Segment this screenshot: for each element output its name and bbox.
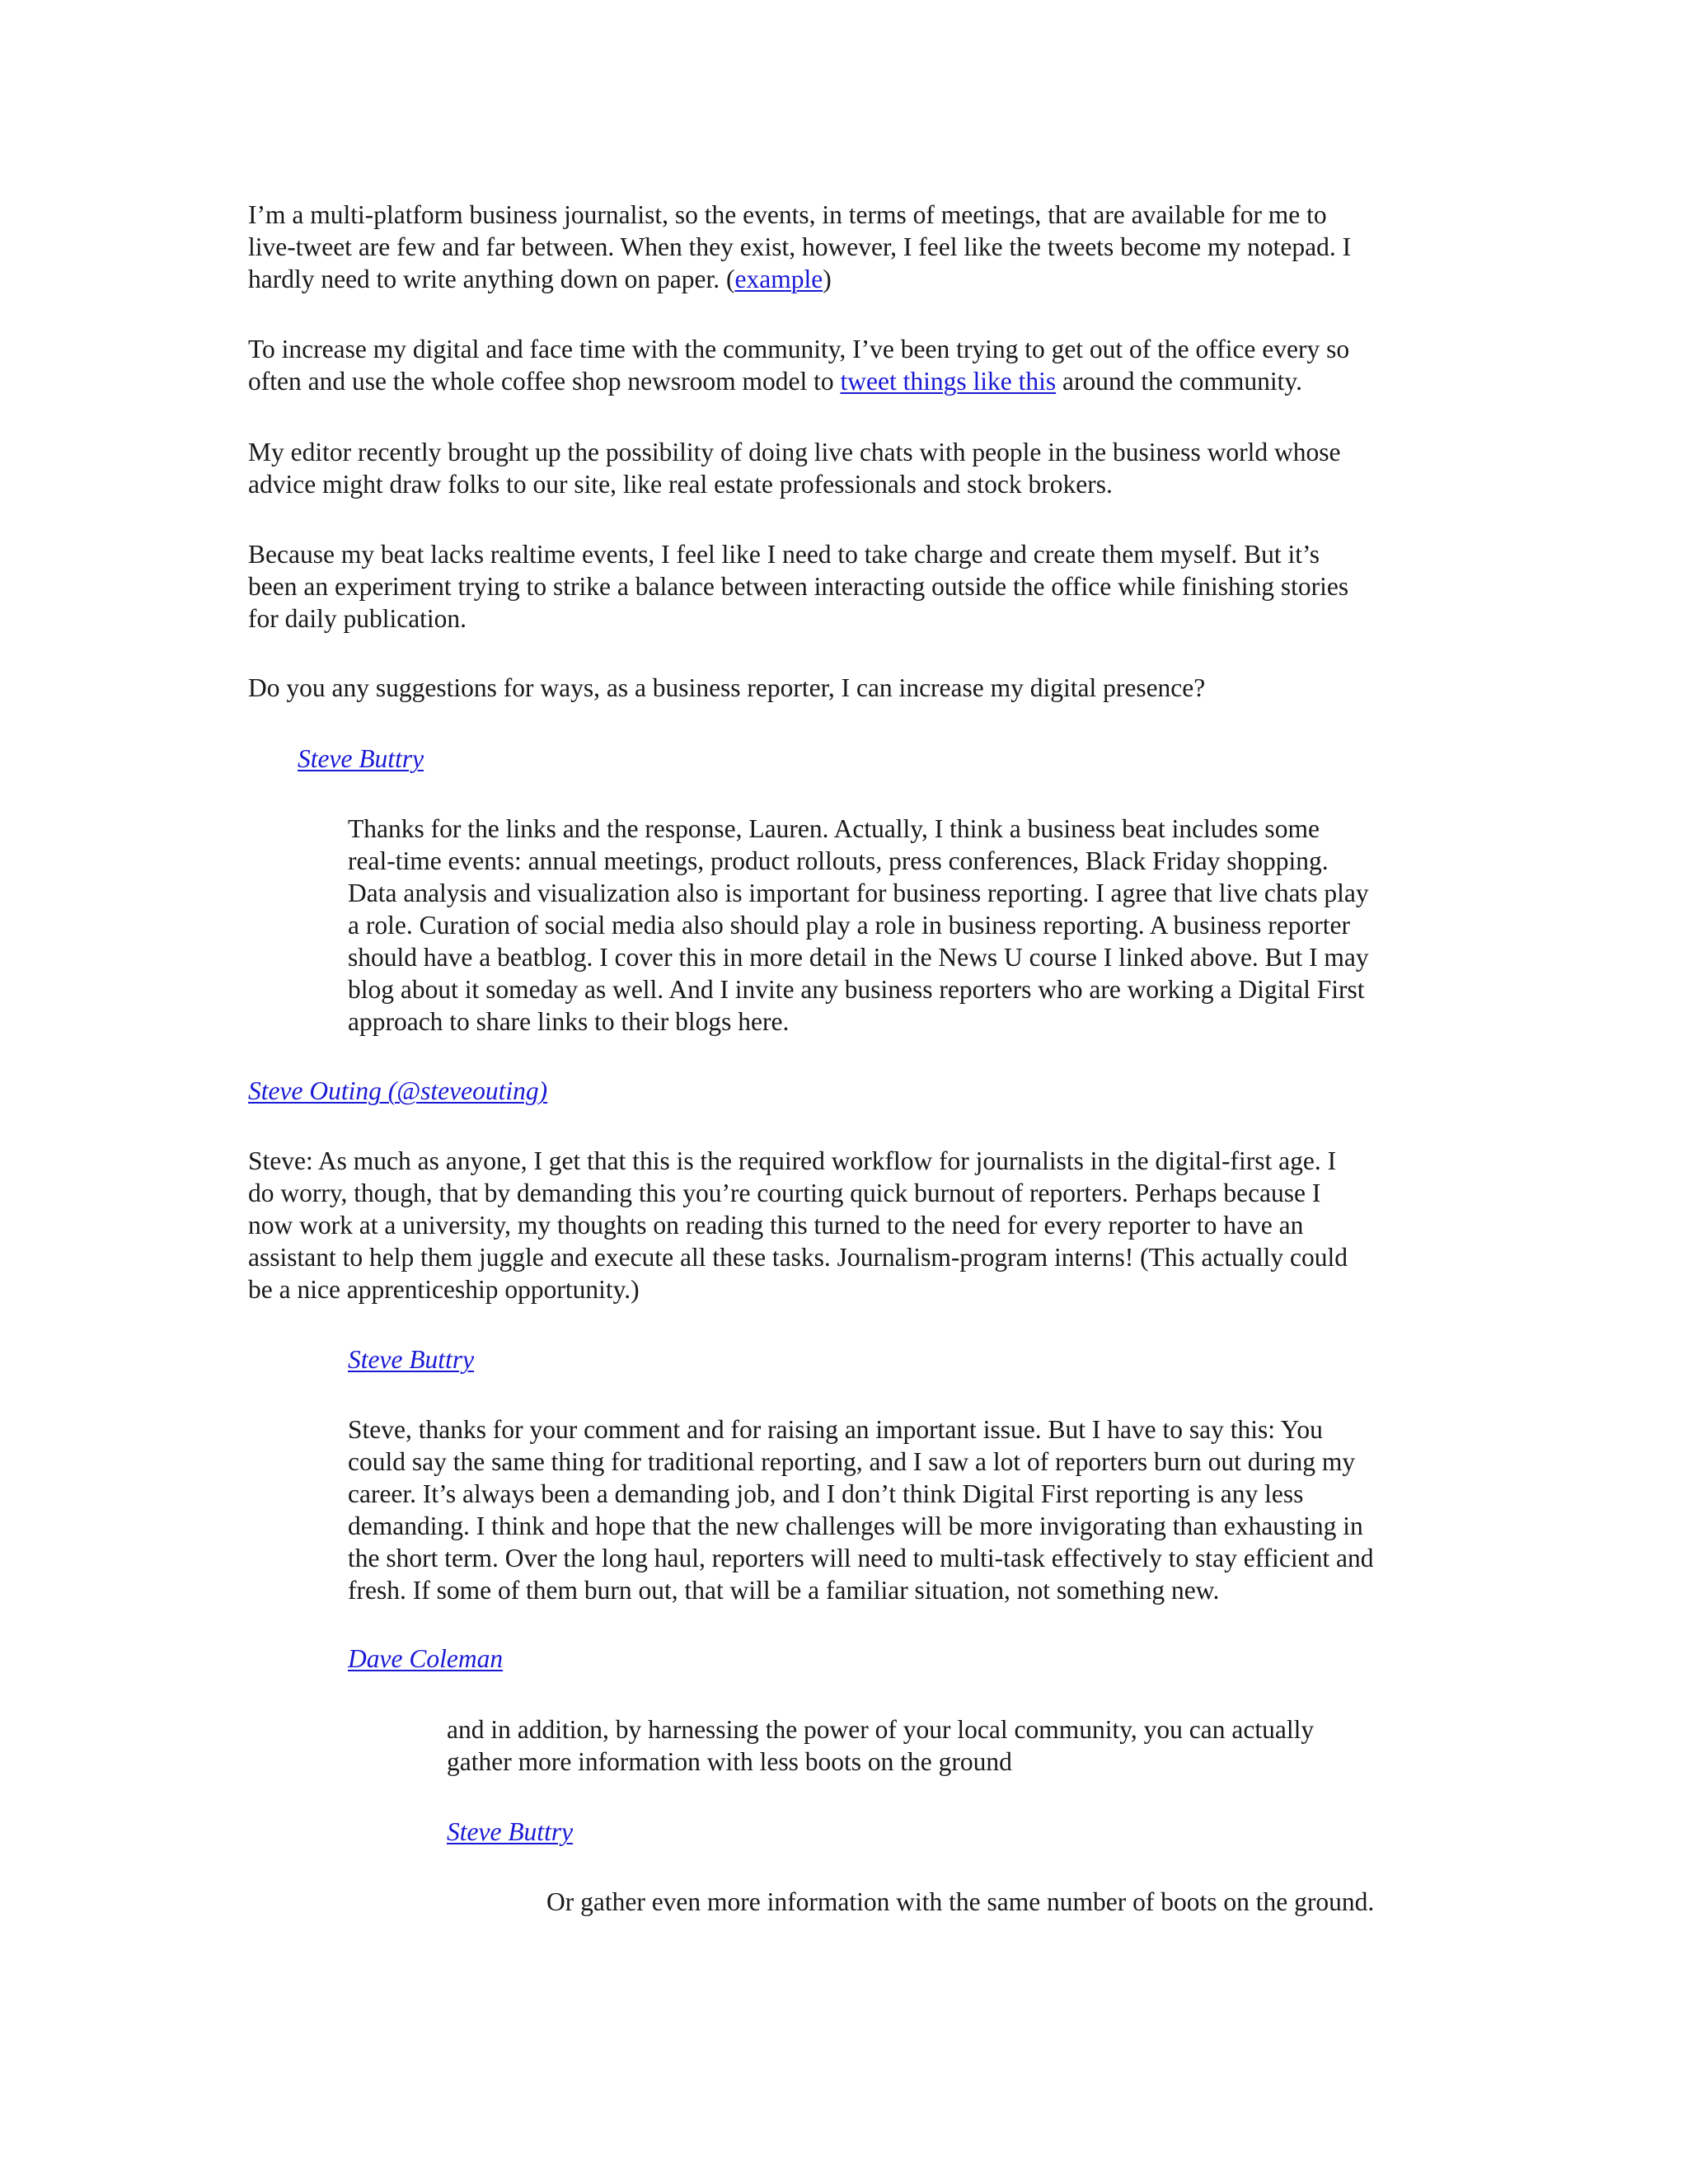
comment-line: blog about it someday as well. And I invite any business reporters who are working a Digital First: [348, 975, 1365, 1004]
comment-line: Or gather even more information with the same number of boots on the ground.: [546, 1887, 1375, 1916]
paragraph-line: [248, 365, 1349, 397]
comment-line: and in addition, by harnessing the power of your local community, you can actually: [447, 1715, 1315, 1744]
comment-line: be a nice apprenticeship opportunity.): [248, 1275, 640, 1304]
comment-author: [298, 743, 424, 775]
comment-line: Steve: As much as anyone, I get that this is the required workflow for journalists in the digital-first age. I: [248, 1146, 1337, 1175]
comment-line: should have a beatblog. I cover this in more detail in the News U course I linked above. But I may: [348, 943, 1369, 972]
comment-line: now work at a university, my thoughts on reading this turned to the need for every reporter to have an: [248, 1211, 1304, 1240]
text-segment: often and use the whole coffee shop newsroom model to: [248, 367, 841, 396]
text-segment: ): [823, 265, 832, 293]
paragraph-line: live-tweet are few and far between. When they exist, however, I feel like the tweets become my notepad. I: [248, 232, 1352, 261]
comment-author: [348, 1343, 474, 1376]
paragraph-5: [248, 672, 1205, 704]
comment-line: gather more information with less boots on the ground: [447, 1747, 1012, 1776]
comment-line: demanding. I think and hope that the new challenges will be more invigorating than exhausting in: [348, 1511, 1363, 1540]
comment-line: career. It’s always been a demanding job, and I don’t think Digital First reporting is any less: [348, 1479, 1304, 1508]
paragraph-4: [248, 538, 1348, 635]
comment-body: [348, 813, 1369, 1038]
comment-line: real-time events: annual meetings, product rollouts, press conferences, Black Friday shopping.: [348, 846, 1329, 875]
comment-line: assistant to help them juggle and execute all these tasks. Journalism-program interns! (This actually could: [248, 1243, 1348, 1272]
comment-body: [546, 1886, 1374, 1918]
author-link-steve-buttry[interactable]: Steve Buttry: [348, 1345, 475, 1374]
comment-line: do worry, though, that by demanding this you’re courting quick burnout of reporters. Perhaps because I: [248, 1179, 1321, 1207]
comment-body: [348, 1413, 1373, 1606]
comment-body: [248, 1145, 1348, 1305]
author-link-steve-buttry[interactable]: Steve Buttry: [298, 744, 424, 773]
comment-line: Thanks for the links and the response, Lauren. Actually, I think a business beat includes some: [348, 814, 1320, 843]
comment-body: [447, 1713, 1314, 1778]
paragraph-line: been an experiment trying to strike a balance between interacting outside the office while finishing stories: [248, 572, 1349, 601]
comment-line: Data analysis and visualization also is important for business reporting. I agree that live chats play: [348, 879, 1369, 907]
paragraph-line: To increase my digital and face time with the community, I’ve been trying to get out of the office every so: [248, 335, 1350, 363]
comment-line: the short term. Over the long haul, reporters will need to multi-task effectively to stay efficient and: [348, 1544, 1374, 1572]
paragraph-line: [248, 263, 1351, 295]
comment-author: [348, 1643, 503, 1675]
comment-author: [447, 1816, 573, 1848]
comment-line: could say the same thing for traditional reporting, and I saw a lot of reporters burn out during my: [348, 1447, 1356, 1476]
author-link-dave-coleman[interactable]: Dave Coleman: [348, 1644, 504, 1673]
paragraph-line: My editor recently brought up the possibility of doing live chats with people in the business world whose: [248, 438, 1341, 466]
text-segment: hardly need to write anything down on paper. (: [248, 265, 735, 293]
text-segment: around the community.: [1056, 367, 1303, 396]
comment-author: [248, 1075, 547, 1107]
author-link-steve-outing[interactable]: Steve Outing (@steveouting): [248, 1076, 548, 1105]
comment-line: fresh. If some of them burn out, that will be a familiar situation, not something new.: [348, 1576, 1220, 1605]
paragraph-1: [248, 199, 1351, 295]
example-link[interactable]: example: [734, 265, 823, 293]
paragraph-line: Because my beat lacks realtime events, I feel like I need to take charge and create them myself. But it’s: [248, 540, 1320, 569]
paragraph-2: [248, 333, 1349, 397]
paragraph-3: [248, 436, 1340, 500]
author-link-steve-buttry[interactable]: Steve Buttry: [447, 1817, 574, 1846]
paragraph-line: Do you any suggestions for ways, as a business reporter, I can increase my digital presence?: [248, 673, 1206, 702]
paragraph-line: I’m a multi-platform business journalist, so the events, in terms of meetings, that are available for me to: [248, 200, 1327, 229]
comment-line: approach to share links to their blogs here.: [348, 1007, 790, 1036]
comment-line: Steve, thanks for your comment and for raising an important issue. But I have to say this: You: [348, 1415, 1323, 1444]
paragraph-line: for daily publication.: [248, 604, 467, 633]
paragraph-line: advice might draw folks to our site, like real estate professionals and stock brokers.: [248, 470, 1113, 499]
comment-line: a role. Curation of social media also should play a role in business reporting. A business reporter: [348, 911, 1350, 940]
tweet-things-link[interactable]: tweet things like this: [840, 367, 1057, 396]
